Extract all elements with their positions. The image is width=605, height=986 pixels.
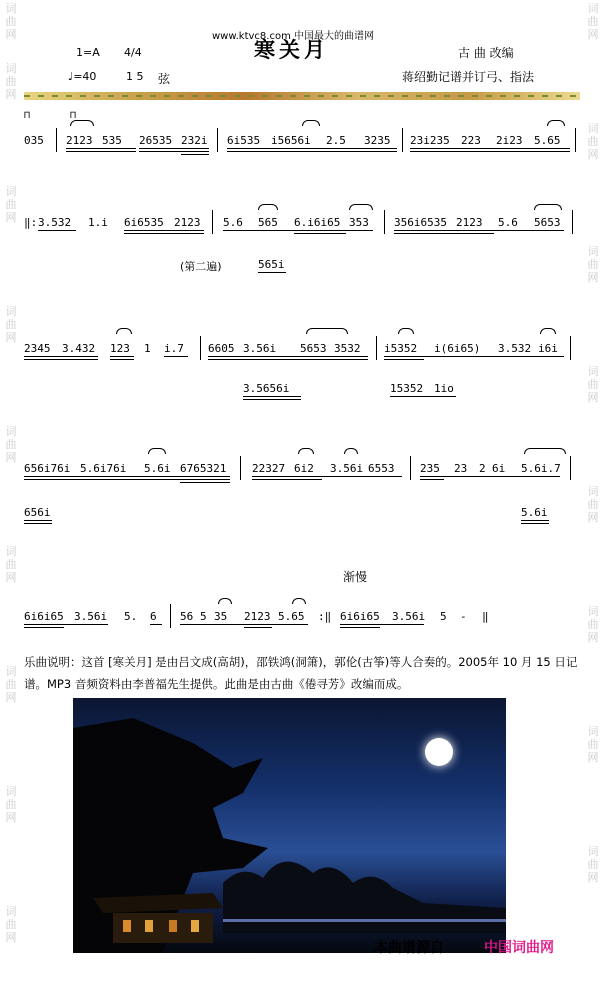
note-group: 3.532	[38, 216, 72, 229]
watermark-right-6: 词 曲 网	[587, 605, 599, 644]
moon-icon	[425, 738, 453, 766]
note-group: 56	[180, 610, 194, 623]
score-line-2	[24, 196, 580, 276]
note-group: 5.6	[223, 216, 243, 229]
watermark-right-7: 词 曲 网	[587, 725, 599, 764]
barline	[212, 210, 213, 234]
note-group: 5.6i	[144, 462, 171, 475]
barline	[384, 210, 385, 234]
note-group: 6i	[492, 462, 506, 475]
note-group: 1	[144, 342, 151, 355]
barline	[570, 336, 571, 360]
note-group: 5.65	[534, 134, 561, 147]
key-signature: 1=A	[76, 46, 100, 59]
note-group: 1.i	[88, 216, 108, 229]
string-tuning: 1 5	[126, 70, 144, 83]
watermark-right-4: 词 曲 网	[587, 365, 599, 404]
watermark-left-9: 词 曲 网	[5, 905, 17, 944]
barline	[170, 604, 171, 628]
note-group: 5	[440, 610, 447, 623]
alternate-note: 565i	[258, 258, 285, 271]
watermark-right-3: 词 曲 网	[587, 245, 599, 284]
note-group: 6605	[208, 342, 235, 355]
repeat-end: :‖	[318, 610, 332, 623]
note-group: 2123	[66, 134, 93, 147]
site-url[interactable]: www.ktvc8.com 中国最大的曲谱网	[212, 31, 375, 42]
watermark-left-5: 词 曲 网	[5, 425, 17, 464]
note-group: 353	[349, 216, 369, 229]
watermark-left-7: 词 曲 网	[5, 665, 17, 704]
barline	[572, 210, 573, 234]
score-line-4	[24, 440, 580, 530]
tempo-marking: ♩=40	[68, 70, 97, 83]
watermark-right-2: 词 曲 网	[587, 122, 599, 161]
note-group: 2123	[174, 216, 201, 229]
note-group: i(6i65)	[434, 342, 481, 355]
barline	[217, 128, 218, 152]
watermark-right-1: 词 曲 网	[587, 2, 599, 41]
barline	[570, 456, 571, 480]
note-group: 5.6	[498, 216, 518, 229]
note-group: 035	[24, 134, 44, 147]
song-title: 寒关月	[254, 37, 329, 62]
watermark-left-3: 词 曲 网	[5, 185, 17, 224]
note-group: 2345	[24, 342, 51, 355]
note-group: 535	[102, 134, 122, 147]
tree-silhouette	[223, 843, 506, 933]
note-group: -	[460, 610, 467, 623]
song-description: 乐曲说明：这首 [寒关月] 是由吕文成(高胡)，邵铁鸿(洞箫)，郭伦(古筝)等人合奏的。2005年 10 月 15 日记谱。MP3 音频资料由李普福先生提供。此曲是由古曲《倦寻芳》改编而成。	[24, 655, 578, 691]
note-group: 6553	[368, 462, 395, 475]
note-group: i5656i	[271, 134, 311, 147]
note-group: 5653	[300, 342, 327, 355]
note-group: 2.5	[326, 134, 346, 147]
note-group: 5	[200, 610, 207, 623]
bow-mark: ⊓	[24, 110, 31, 121]
note-group: 3235	[364, 134, 391, 147]
note-group: 6i2	[294, 462, 314, 475]
bow-mark: ⊓	[70, 110, 77, 121]
barline	[410, 456, 411, 480]
note-group: i6i	[538, 342, 558, 355]
note-group: 2	[479, 462, 486, 475]
note-group: 3.56i	[74, 610, 108, 623]
score-line-1	[24, 110, 580, 160]
tempo-direction: 渐慢	[343, 570, 368, 584]
note-group: 23i235	[410, 134, 450, 147]
note-group: 6.i6i65	[294, 216, 341, 229]
alternate-note: 656i	[24, 506, 51, 519]
final-barline: ‖	[482, 610, 489, 623]
repeat-start: ‖:	[24, 216, 38, 229]
note-group: 23	[454, 462, 468, 475]
note-group: 5.	[124, 610, 138, 623]
note-group: i5352	[384, 342, 418, 355]
note-group: 356i6535	[394, 216, 447, 229]
note-group: 35	[214, 610, 228, 623]
note-group: 235	[420, 462, 440, 475]
note-group: 223	[461, 134, 481, 147]
note-group: 2123	[244, 610, 271, 623]
note-group: 5.65	[278, 610, 305, 623]
watermark-right-5: 词 曲 网	[587, 485, 599, 524]
alternate-note: 3.5656i	[243, 382, 290, 395]
note-group: 6765321	[180, 462, 227, 475]
note-group: 3.56i	[243, 342, 277, 355]
watermark-left-2: 词 曲 网	[5, 62, 17, 101]
note-group: 5.6i.7	[521, 462, 561, 475]
night-pagoda-photo	[73, 698, 506, 953]
score-line-5	[24, 588, 580, 636]
barline	[56, 128, 57, 152]
arranger-credit: 蒋绍勤记谱并订弓、指法	[402, 70, 535, 84]
watermark-left-8: 词 曲 网	[5, 785, 17, 824]
note-group: 5653	[534, 216, 561, 229]
note-group: 22327	[252, 462, 286, 475]
note-group: 565	[258, 216, 278, 229]
watermark-left-1: 词 曲 网	[5, 2, 17, 41]
note-group: 2i23	[496, 134, 523, 147]
barline	[402, 128, 403, 152]
second-time-label: (第二遍)	[180, 260, 222, 273]
note-group: 3532	[334, 342, 361, 355]
note-group: 3.432	[62, 342, 96, 355]
string-label: 弦	[158, 72, 171, 86]
decorative-border	[24, 92, 580, 100]
note-group: 6i6535	[124, 216, 164, 229]
watermark-right-8: 词 曲 网	[587, 845, 599, 884]
score-line-3	[24, 320, 580, 410]
alternate-note: 5.6i	[521, 506, 548, 519]
note-group: 232i	[181, 134, 208, 147]
note-group: 6i6i65	[24, 610, 64, 623]
note-group: 6i6i65	[340, 610, 380, 623]
note-group: 6i535	[227, 134, 261, 147]
time-signature: 4/4	[124, 46, 142, 59]
note-group: 2123	[456, 216, 483, 229]
alternate-note: 1io	[434, 382, 454, 395]
note-group: 123	[110, 342, 130, 355]
source-site-link[interactable]: 中国词曲网	[484, 940, 554, 956]
barline	[376, 336, 377, 360]
barline	[240, 456, 241, 480]
source-label: 本曲谱源自	[374, 940, 444, 956]
barline	[575, 128, 576, 152]
note-group: 26535	[139, 134, 173, 147]
note-group: 656i76i	[24, 462, 71, 475]
composer-credit: 古 曲 改编	[458, 46, 514, 60]
watermark-left-6: 词 曲 网	[5, 545, 17, 584]
barline	[200, 336, 201, 360]
note-group: 6	[150, 610, 157, 623]
alternate-note: 15352	[390, 382, 424, 395]
watermark-left-4: 词 曲 网	[5, 305, 17, 344]
note-group: 5.6i76i	[80, 462, 127, 475]
note-group: 3.56i	[330, 462, 364, 475]
note-group: 3.56i	[392, 610, 426, 623]
note-group: i.7	[164, 342, 184, 355]
note-group: 3.532	[498, 342, 532, 355]
